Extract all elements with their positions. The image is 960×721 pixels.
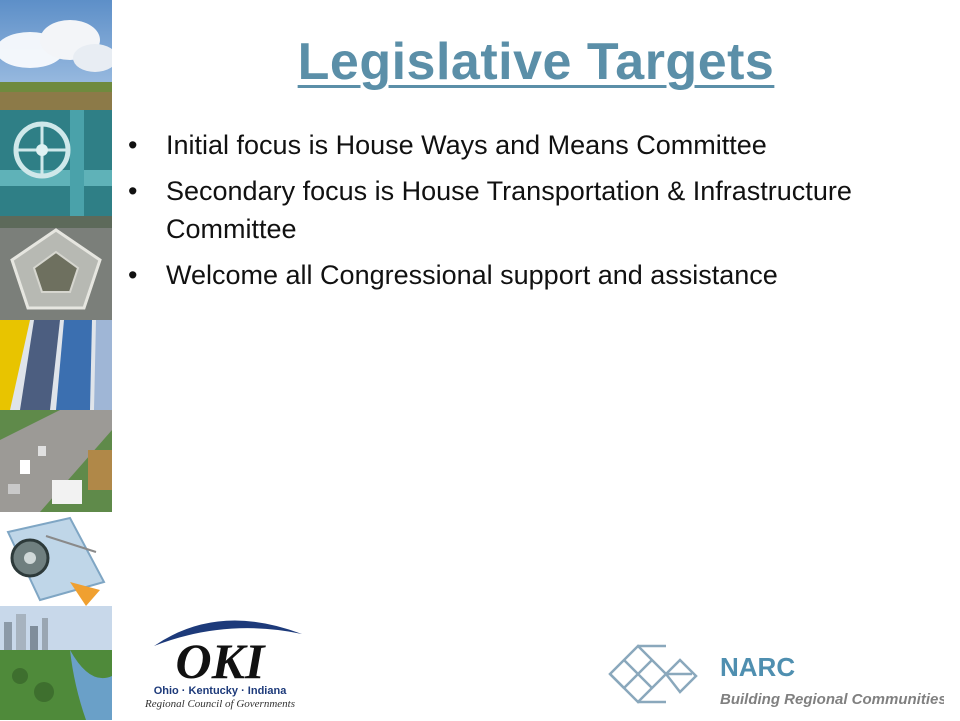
bullet-text: Initial focus is House Ways and Means Committee bbox=[166, 130, 767, 160]
bullet-dot: • bbox=[128, 260, 138, 290]
bullet-text: Welcome all Congressional support and assistance bbox=[166, 260, 778, 290]
map-compass-photo bbox=[0, 512, 112, 606]
slide-title: Legislative Targets bbox=[297, 33, 775, 91]
bullet-text: Secondary focus is House Transportation & Infrastructure Committee bbox=[166, 176, 852, 244]
city-skyline-photo bbox=[0, 606, 112, 720]
narc-name: NARC bbox=[720, 652, 796, 682]
oki-wordmark: OKI bbox=[175, 633, 265, 689]
narc-logo bbox=[604, 636, 944, 716]
narc-lattice-icon bbox=[610, 646, 696, 702]
oki-logo bbox=[126, 600, 314, 710]
bullet-item bbox=[128, 172, 928, 248]
bullet-list bbox=[128, 126, 928, 302]
building-facade-photo bbox=[0, 320, 112, 410]
oki-states: Ohio · Kentucky · Indiana bbox=[153, 685, 287, 697]
slide-title-container bbox=[112, 32, 960, 92]
bullet-dot: • bbox=[128, 176, 138, 206]
bullet-dot: • bbox=[128, 130, 138, 160]
photo-sidebar bbox=[0, 0, 112, 720]
sky-landscape-photo bbox=[0, 0, 112, 110]
narc-tagline: Building Regional Communities bbox=[720, 691, 944, 708]
pentagon-aerial-photo bbox=[0, 216, 112, 320]
highway-traffic-photo bbox=[0, 410, 112, 512]
oki-council: Regional Council of Governments bbox=[144, 698, 296, 710]
bullet-item bbox=[128, 126, 928, 164]
bullet-item bbox=[128, 256, 928, 294]
industrial-valve-photo bbox=[0, 110, 112, 216]
